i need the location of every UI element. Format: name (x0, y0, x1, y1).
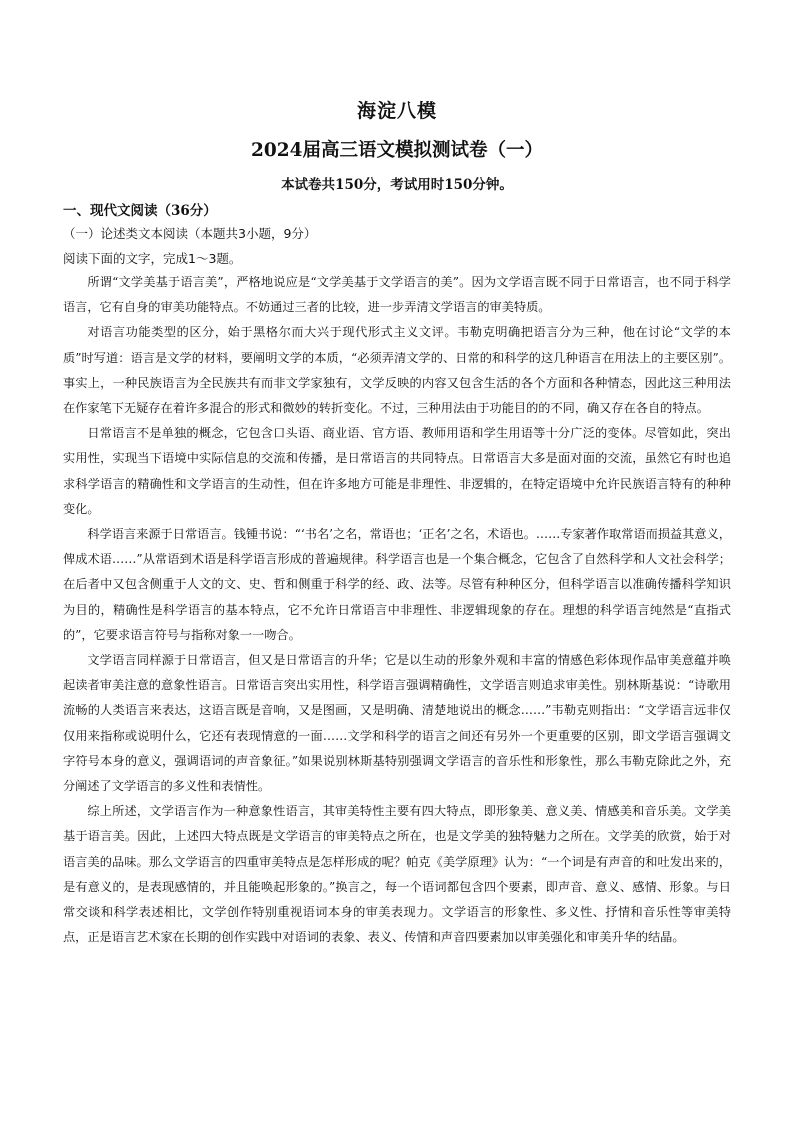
passage-paragraph: 文学语言同样源于日常语言，但又是日常语言的升华；它是以生动的形象外观和丰富的情感色彩体现作品审美意蕴并唤起读者审美注意的意象性语言。日常语言突出实用性，科学语言强调精确性，文学语言则追求审美性。别林斯基说：“诗歌用流畅的人类语言来表达，这语言既是音响，又是图画，又是明确、清楚地说出的概念……”韦勒克则指出：“文学语言远非仅仅用来指称或说明什么，它还有表现情意的一面……文学和科学的语言之间还有另外一个更重要的区别，即文学语言强调文字符号本身的意义，强调语词的声音象征。”如果说别林斯基特别强调文学语言的音乐性和形象性，那么韦勒克除此之外，充分阐述了文学语言的多义性和表情性。 (63, 653, 731, 794)
exam-series-title: 海淀八模 (356, 100, 437, 122)
passage-paragraph: 科学语言来源于日常语言。钱锺书说：“‘书名’之名，常语也；‘正名’之名，术语也。……专家著作取常语而损益其意义，俾成术语……”从常语到术语是科学语言形成的普遍规律。科学语言也是一个集合概念，它包含了自然科学和人文社会科学；在后者中又包含侧重于人文的文、史、哲和侧重于科学的经、政、法等。尽管有种种区分，但科学语言以准确传播科学知识为目的，精确性是科学语言的基本特点，它不允许日常语言中非理性、非逻辑现象的存在。理想的科学语言纯然是“直指式的”，它要求语言符号与指称对象一一吻合。 (63, 527, 731, 642)
passage-paragraph: 对语言功能类型的区分，始于黑格尔而大兴于现代形式主义文评。韦勒克明确把语言分为三种，他在讨论“文学的本质”时写道：语言是文学的材料，要阐明文学的本质，“必须弄清文学的、日常的和科学的这几种语言在用法上的主要区别”。事实上，一种民族语言为全民族共有而非文学家独有，文学反映的内容又包含生活的各个方面和各种情态，因此这三种用法在作家笔下无疑存在着许多混合的形式和微妙的转折变化。不过，三种用法由于功能目的的不同，确又存在各自的特点。 (63, 325, 731, 416)
passage-paragraph: 日常语言不是单独的概念，它包含口头语、商业语、官方语、教师用语和学生用语等十分广泛的变体。尽管如此，突出实用性，实现当下语境中实际信息的交流和传播，是日常语言的共同特点。日常语言大多是面对面的交流，虽然它有时也追求科学语言的精确性和文学语言的生动性，但在许多地方可能是非理性、非逻辑的，在特定语境中允许民族语言特有的种种变化。 (63, 426, 731, 516)
section-heading: 一、现代文阅读（36分） (63, 203, 217, 219)
subsection-heading: （一）论述类文本阅读（本题共3小题，9分） (63, 226, 317, 241)
exam-paper-title: 2024届高三语文模拟测试卷（一） (251, 140, 543, 161)
exam-score-time-note: 本试卷共150分，考试用时150分钟。 (281, 177, 513, 193)
reading-instruction: 阅读下面的文字，完成1～3题。 (63, 251, 242, 266)
reading-passage (63, 270, 731, 950)
passage-paragraph: 所谓“文学美基于语言美”，严格地说应是“文学美基于文学语言的美”。因为文学语言既不同于日常语言，也不同于科学语言，它有自身的审美功能特点。不妨通过三者的比较，进一步弄清文学语言的审美特质。 (63, 275, 731, 315)
passage-paragraph: 综上所述，文学语言作为一种意象性语言，其审美特性主要有四大特点，即形象美、意义美、情感美和音乐美。文学美基于语言美。因此，上述四大特点既是文学语言的审美特点之所在，也是文学美的独特魅力之所在。文学美的欣赏，始于对语言美的品味。那么文学语言的四重审美特点是怎样形成的呢？帕克《美学原理》认为：“一个词是有声音的和吐发出来的，是有意义的，是表现感情的，并且能唤起形象的。”换言之，每一个语词都包含四个要素，即声音、意义、感情、形象。与日常交谈和科学表述相比，文学创作特别重视语词本身的审美表现力。文学语言的形象性、多义性、抒情和音乐性等审美特点，正是语言艺术家在长期的创作实践中对语词的表象、表义、传情和声音四要素加以审美强化和审美升华的结晶。 (63, 804, 731, 945)
